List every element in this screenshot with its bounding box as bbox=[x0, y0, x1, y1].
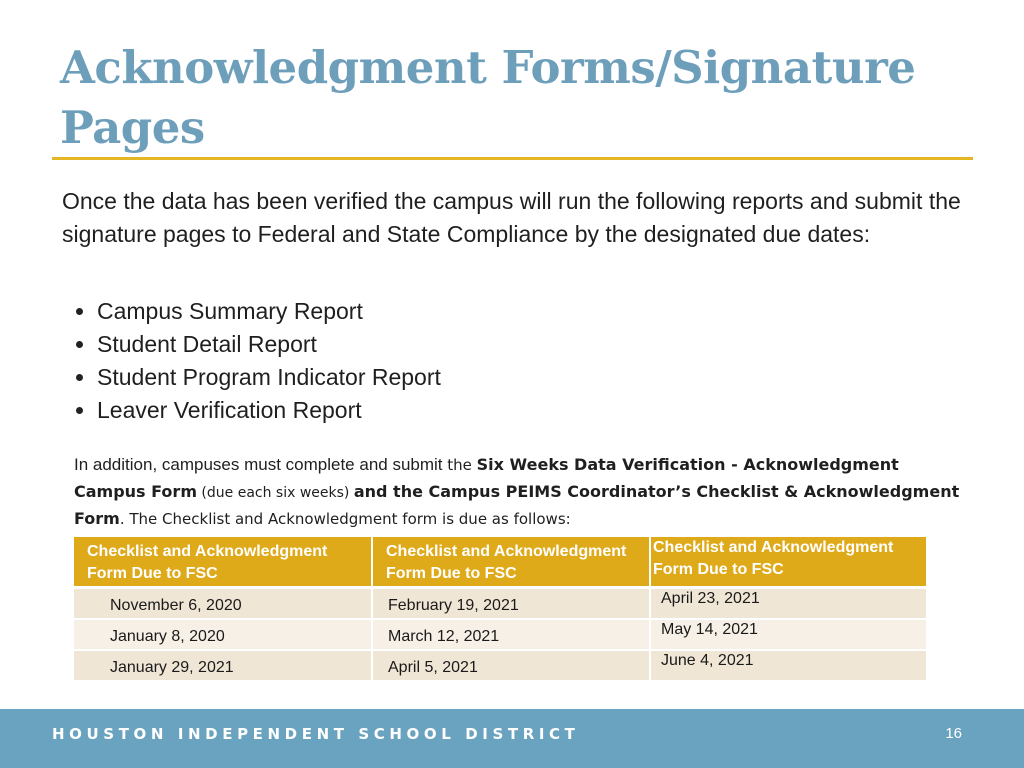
table-cell: June 4, 2021 bbox=[651, 651, 926, 682]
bullet-icon bbox=[76, 374, 83, 381]
table-cell: April 23, 2021 bbox=[651, 589, 926, 620]
addition-paragraph bbox=[74, 452, 974, 533]
list-item bbox=[72, 328, 872, 361]
table-row bbox=[74, 620, 926, 651]
table-cell: November 6, 2020 bbox=[74, 589, 373, 620]
column-header: Checklist and Acknowledgment Form Due to FSC bbox=[373, 537, 651, 589]
table-row bbox=[74, 651, 926, 682]
footer-bar bbox=[0, 709, 1024, 768]
table-header-row bbox=[74, 537, 926, 589]
title-underline bbox=[52, 157, 973, 160]
checklist-form-name: Campus PEIMS Coordinator’s Checklist & Acknowledgment Form bbox=[74, 481, 960, 528]
addition-text-7: . The Checklist and Acknowledgment form is due as follows: bbox=[119, 510, 571, 528]
column-header: Checklist and Acknowledgment Form Due to FSC bbox=[74, 537, 373, 589]
list-item-text: Campus Summary Report bbox=[97, 298, 363, 324]
six-weeks-form-name: Six Weeks Data Verification - Acknowledgment Campus Form bbox=[74, 455, 899, 501]
list-item-text: Student Detail Report bbox=[97, 331, 317, 357]
table-cell: April 5, 2021 bbox=[373, 651, 651, 682]
report-list bbox=[72, 295, 872, 427]
list-item bbox=[72, 361, 872, 394]
page-number: 16 bbox=[945, 725, 962, 742]
district-name: HOUSTON INDEPENDENT SCHOOL DISTRICT bbox=[52, 725, 580, 743]
table-cell: January 29, 2021 bbox=[74, 651, 373, 682]
due-dates-table bbox=[74, 537, 926, 682]
list-item-text: Leaver Verification Report bbox=[97, 397, 362, 423]
addition-text-2: the bbox=[447, 456, 477, 474]
addition-text-5: and the bbox=[353, 481, 429, 501]
addition-text-4: (due each six weeks) bbox=[196, 484, 354, 501]
slide-title: Acknowledgment Forms/Signature Pages bbox=[60, 41, 916, 154]
table-row bbox=[74, 589, 926, 620]
bullet-icon bbox=[76, 308, 83, 315]
intro-paragraph: Once the data has been verified the campus will run the following reports and submit the signature pages to Federal and State Compliance by the designated due dates: bbox=[62, 188, 961, 247]
table-cell: January 8, 2020 bbox=[74, 620, 373, 651]
table-cell: February 19, 2021 bbox=[373, 589, 651, 620]
bullet-icon bbox=[76, 407, 83, 414]
addition-text-1: In addition, campuses must complete and submit bbox=[74, 455, 448, 474]
bullet-icon bbox=[76, 341, 83, 348]
column-header: Checklist and Acknowledgment Form Due to FSC bbox=[651, 537, 926, 589]
list-item bbox=[72, 394, 872, 427]
table-cell: May 14, 2021 bbox=[651, 620, 926, 651]
list-item-text: Student Program Indicator Report bbox=[97, 364, 441, 390]
table-cell: March 12, 2021 bbox=[373, 620, 651, 651]
list-item bbox=[72, 295, 872, 328]
